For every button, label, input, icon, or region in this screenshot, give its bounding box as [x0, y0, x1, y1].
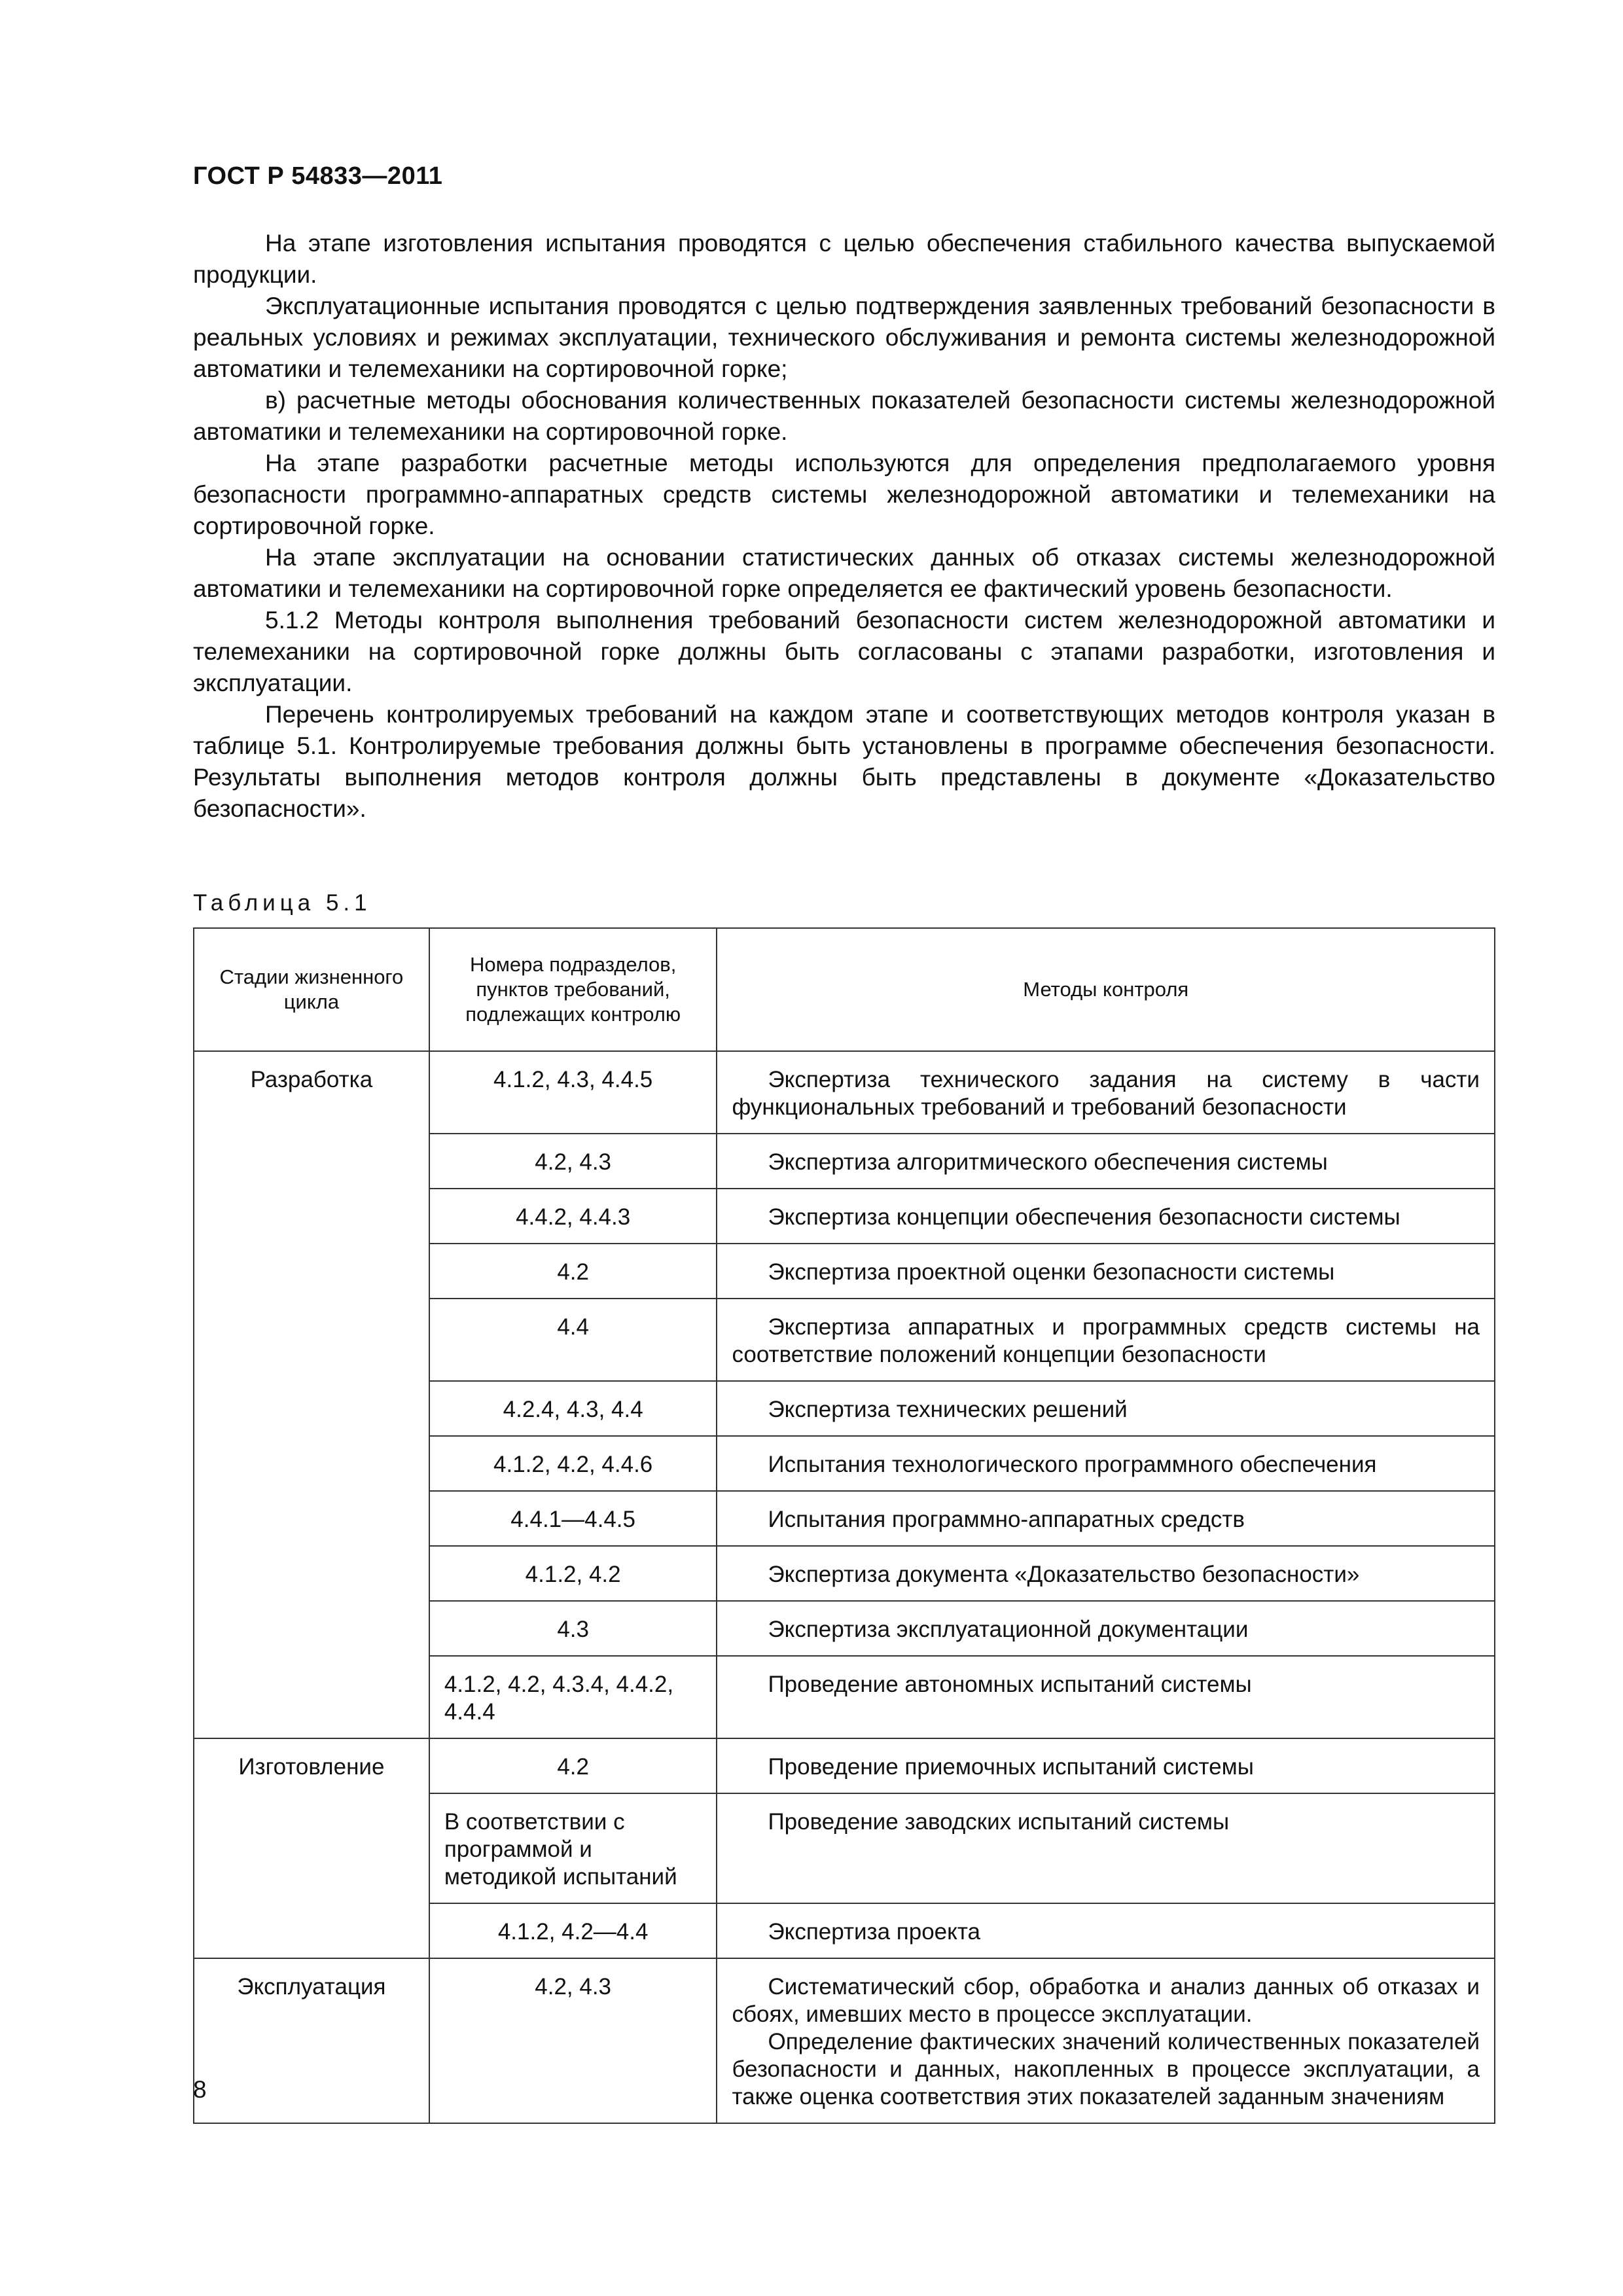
table-body [194, 1051, 1495, 2123]
table-row [194, 1134, 1495, 1189]
table-row [194, 1738, 1495, 1793]
cell-method [717, 1958, 1495, 2123]
method-text: Проведение приемочных испытаний системы [768, 1754, 1254, 1780]
cell-nums: 4.1.2, 4.2, 4.3.4, 4.4.2, 4.4.4 [429, 1656, 717, 1738]
cell-nums: 4.4.1—4.4.5 [429, 1491, 717, 1546]
header-method: Методы контроля [717, 928, 1495, 1051]
method-text: Экспертиза концепции обеспечения безопасности системы [768, 1204, 1400, 1230]
cell-method [717, 1546, 1495, 1601]
cell-nums: 4.4 [429, 1299, 717, 1381]
cell-nums: 4.2 [429, 1738, 717, 1793]
table-row [194, 1958, 1495, 2123]
cell-nums: В соответствии с программой и методикой испытаний [429, 1793, 717, 1903]
method-text: Испытания технологического программного обеспечения [768, 1452, 1377, 1477]
cell-stage [194, 1244, 429, 1299]
cell-method [717, 1436, 1495, 1491]
method-text: Экспертиза проектной оценки безопасности системы [768, 1259, 1335, 1285]
method-text: Определение фактических значений количественных показателей безопасности и данных, накопленных в процессе эксплуатации, а также оценка соответствия этих показателей заданным значениям [732, 2029, 1480, 2109]
table-row [194, 1601, 1495, 1656]
method-text: Экспертиза аппаратных и программных средств системы на соответствие положений концепции безопасности [732, 1314, 1480, 1367]
cell-method [717, 1738, 1495, 1793]
cell-method [717, 1491, 1495, 1546]
cell-method [717, 1051, 1495, 1134]
cell-nums: 4.1.2, 4.3, 4.4.5 [429, 1051, 717, 1134]
method-text: Экспертиза документа «Доказательство безопасности» [768, 1562, 1360, 1587]
cell-method [717, 1189, 1495, 1244]
cell-nums: 4.4.2, 4.4.3 [429, 1189, 717, 1244]
cell-stage: Изготовление [194, 1738, 429, 1793]
table-row [194, 1793, 1495, 1903]
table-row [194, 1903, 1495, 1958]
cell-method [717, 1903, 1495, 1958]
cell-stage [194, 1491, 429, 1546]
cell-stage: Разработка [194, 1051, 429, 1134]
cell-stage [194, 1656, 429, 1738]
cell-nums: 4.2, 4.3 [429, 1134, 717, 1189]
method-text: Проведение заводских испытаний системы [768, 1809, 1230, 1835]
cell-stage [194, 1436, 429, 1491]
table-caption: Таблица 5.1 [193, 890, 372, 916]
cell-method [717, 1793, 1495, 1903]
cell-nums: 4.1.2, 4.2, 4.4.6 [429, 1436, 717, 1491]
paragraph: в) расчетные методы обоснования количественных показателей безопасности системы железнодорожной автоматики и телемеханики на сортировочной горке. [193, 387, 1495, 445]
table-header-row [194, 928, 1495, 1051]
cell-nums: 4.1.2, 4.2 [429, 1546, 717, 1601]
method-text: Экспертиза технических решений [768, 1397, 1128, 1422]
header-nums: Номера подразделов, пунктов требований, подлежащих контролю [429, 928, 717, 1051]
page-number: 8 [193, 2076, 207, 2103]
cell-stage [194, 1903, 429, 1958]
cell-stage [194, 1134, 429, 1189]
control-methods-table [193, 927, 1495, 2124]
cell-method [717, 1381, 1495, 1436]
cell-nums: 4.2 [429, 1244, 717, 1299]
paragraph: На этапе разработки расчетные методы используются для определения предполагаемого уровня безопасности программно-аппаратных средств системы железнодорожной автоматики и телемеханики на сортировочной горке. [193, 450, 1495, 539]
table-row [194, 1189, 1495, 1244]
table-row [194, 1244, 1495, 1299]
cell-method [717, 1601, 1495, 1656]
cell-nums: 4.2.4, 4.3, 4.4 [429, 1381, 717, 1436]
cell-stage [194, 1381, 429, 1436]
cell-nums: 4.3 [429, 1601, 717, 1656]
paragraph: Перечень контролируемых требований на каждом этапе и соответствующих методов контроля указан в таблице 5.1. Контролируемые требования должны быть установлены в программе обеспечения безопасности. Результаты выполнения методов контроля должны быть представлены в документе «Доказательство безопасности». [193, 701, 1495, 822]
paragraph: На этапе эксплуатации на основании статистических данных об отказах системы железнодорожной автоматики и телемеханики на сортировочной горке определяется ее фактический уровень безопасности. [193, 544, 1495, 602]
paragraph: На этапе изготовления испытания проводятся с целью обеспечения стабильного качества выпускаемой продукции. [193, 230, 1495, 288]
table-row [194, 1546, 1495, 1601]
table-row [194, 1436, 1495, 1491]
standard-header: ГОСТ Р 54833—2011 [193, 162, 443, 190]
cell-method [717, 1656, 1495, 1738]
cell-method [717, 1134, 1495, 1189]
header-stage: Стадии жизненного цикла [194, 928, 429, 1051]
cell-stage [194, 1601, 429, 1656]
cell-nums: 4.1.2, 4.2—4.4 [429, 1903, 717, 1958]
method-text: Экспертиза эксплуатационной документации [768, 1617, 1249, 1642]
cell-method [717, 1299, 1495, 1381]
cell-stage [194, 1299, 429, 1381]
cell-stage: Эксплуатация [194, 1958, 429, 2123]
table-row [194, 1299, 1495, 1381]
method-text: Экспертиза проекта [768, 1919, 980, 1945]
cell-stage [194, 1793, 429, 1903]
method-text: Экспертиза алгоритмического обеспечения системы [768, 1149, 1328, 1175]
cell-method [717, 1244, 1495, 1299]
table-row [194, 1656, 1495, 1738]
method-text: Проведение автономных испытаний системы [768, 1672, 1252, 1697]
method-text: Экспертиза технического задания на систему в части функциональных требований и требований безопасности [732, 1067, 1480, 1120]
cell-stage [194, 1189, 429, 1244]
method-text: Систематический сбор, обработка и анализ данных об отказах и сбоях, имевших место в процессе эксплуатации. [732, 1974, 1480, 2027]
table-row [194, 1051, 1495, 1134]
table-row [194, 1381, 1495, 1436]
table-row [194, 1491, 1495, 1546]
method-text: Испытания программно-аппаратных средств [768, 1507, 1245, 1532]
cell-stage [194, 1546, 429, 1601]
cell-nums: 4.2, 4.3 [429, 1958, 717, 2123]
paragraph: 5.1.2 Методы контроля выполнения требований безопасности систем железнодорожной автоматики и телемеханики на сортировочной горке должны быть согласованы с этапами разработки, изготовления и эксплуатации. [193, 607, 1495, 696]
paragraph: Эксплуатационные испытания проводятся с целью подтверждения заявленных требований безопасности в реальных условиях и режимах эксплуатации, технического обслуживания и ремонта системы железнодорожной автоматики и телемеханики на сортировочной горке; [193, 293, 1495, 382]
body-text [193, 228, 1495, 825]
